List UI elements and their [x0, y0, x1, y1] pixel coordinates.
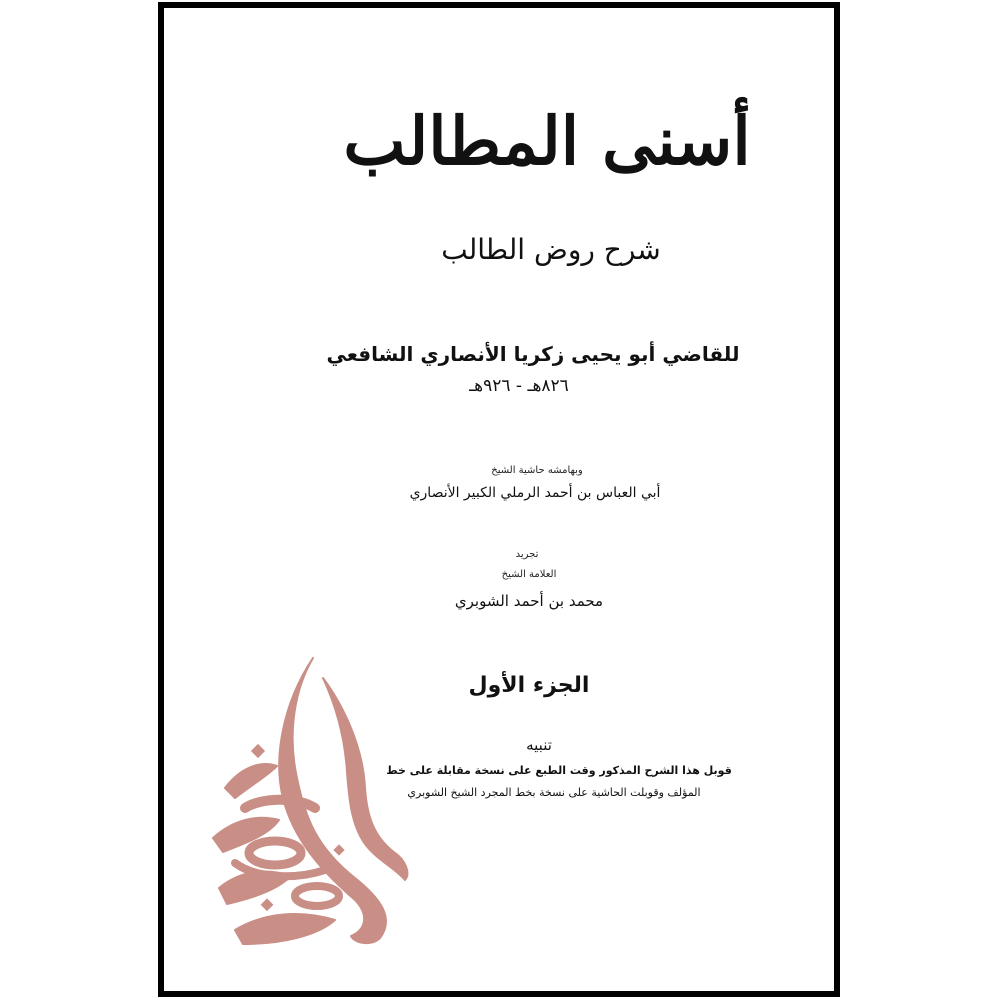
gloss-label: وبهامشه حاشية الشيخ: [491, 465, 583, 476]
editor-name: محمد بن أحمد الشوبري: [454, 592, 604, 610]
notice-text-line-2: المؤلف وقوبلت الحاشية على نسخة بخط المجرد الشيخ الشوبري: [407, 786, 701, 799]
volume-label: الجزء الأول: [468, 673, 590, 698]
editor-title: العلامة الشيخ: [501, 569, 557, 580]
author-dates: ٨٢٦هـ - ٩٢٦هـ: [469, 376, 569, 396]
book-title: أسنى المطالب: [343, 102, 751, 180]
notice-title: تنبيه: [526, 736, 552, 754]
calligraphy-logo: [205, 648, 420, 953]
gloss-author: أبي العباس بن أحمد الرملي الكبير الأنصاري: [409, 485, 661, 501]
author-line: للقاضي أبو يحيى زكريا الأنصاري الشافعي: [326, 342, 740, 366]
notice-text-line-1: قوبل هذا الشرح المذكور وقت الطبع على نسخة مقابلة على خط: [386, 764, 732, 777]
editor-label: تجريد: [515, 549, 539, 560]
book-subtitle: شرح روض الطالب: [441, 233, 661, 266]
